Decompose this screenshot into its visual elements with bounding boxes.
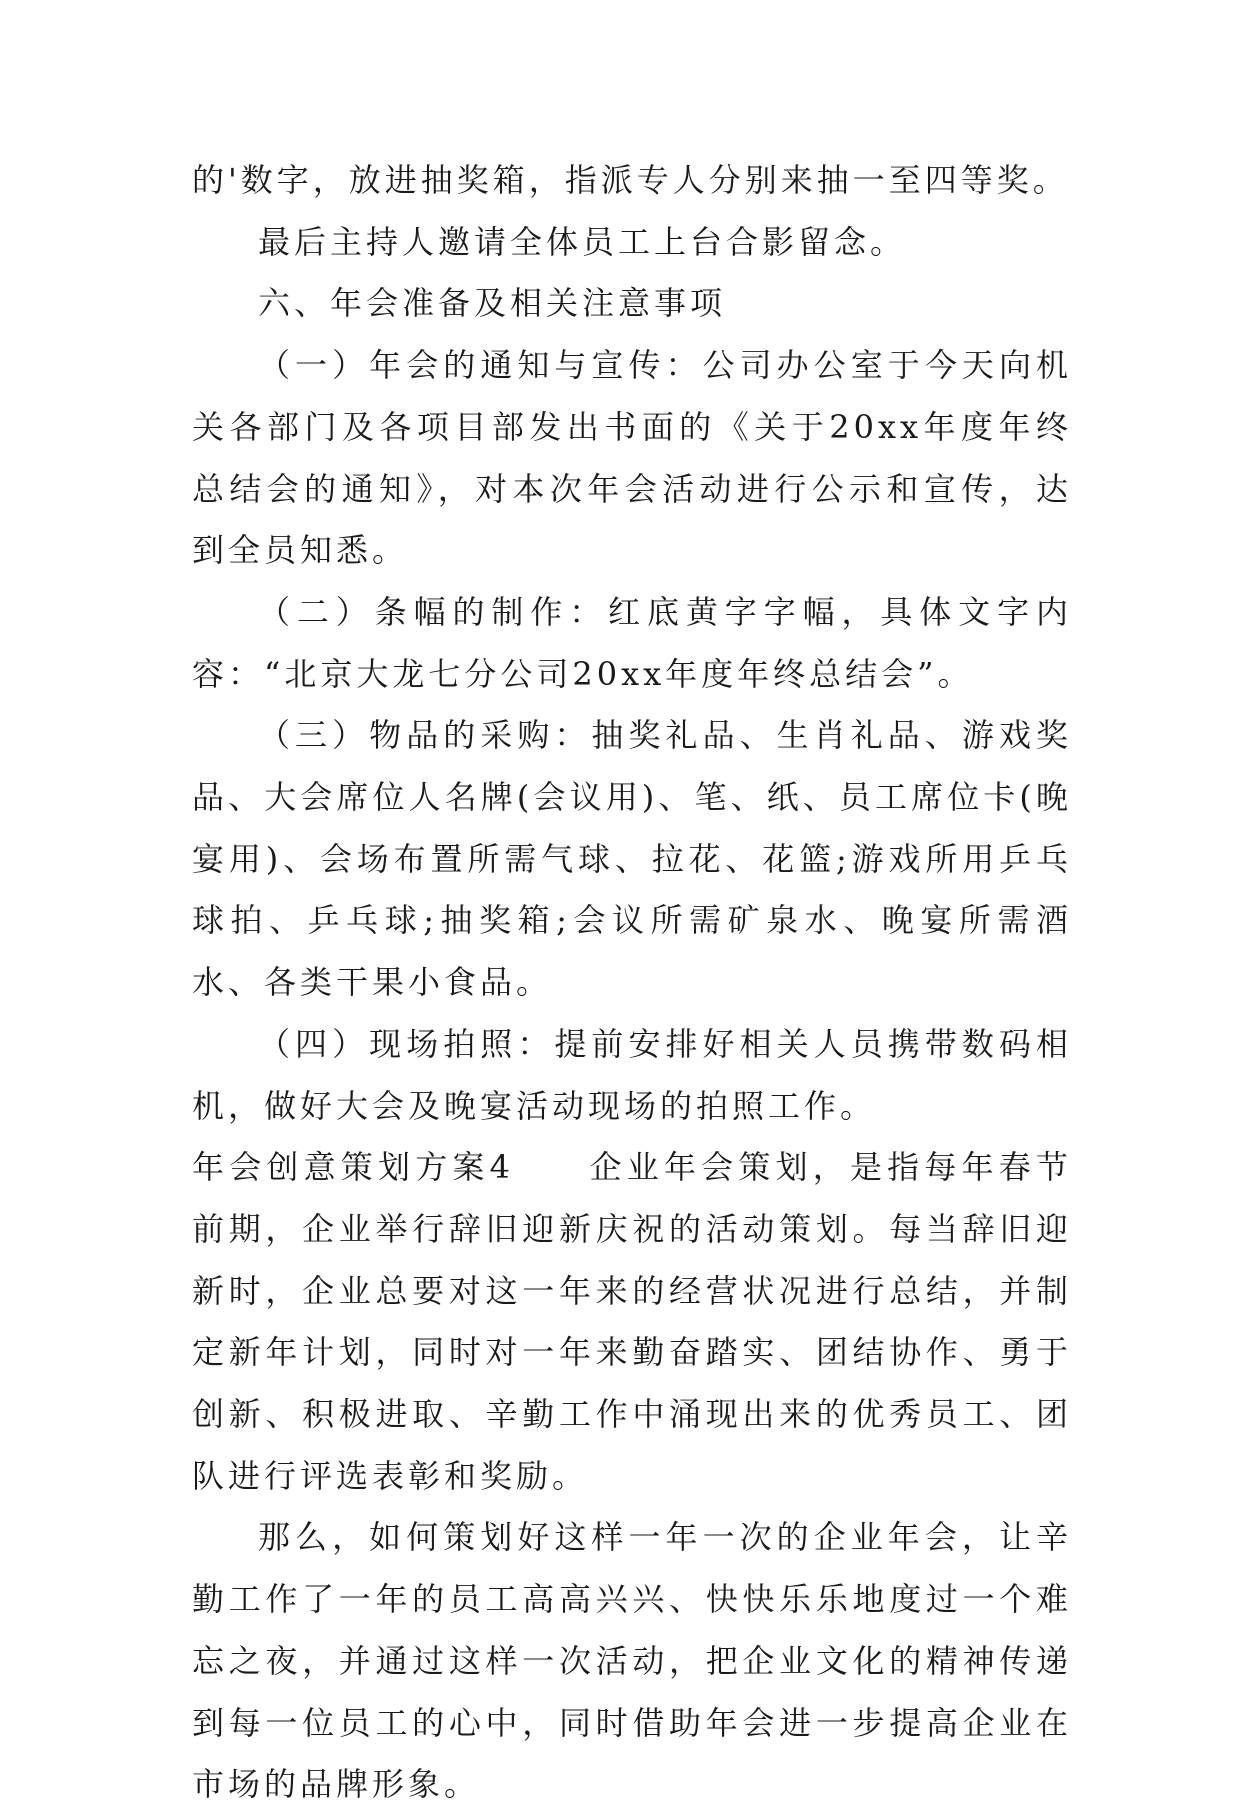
document-body <box>192 150 1072 1816</box>
paragraph-group-photo: 最后主持人邀请全体员工上台合影留念。 <box>258 222 907 261</box>
paragraph-banner: （二）条幅的制作：红底黄字字幅，具体文字内容：“北京大龙七分公司20xx年度年终总结会”。 <box>192 592 1072 693</box>
paragraph-purchasing: （三）物品的采购：抽奖礼品、生肖礼品、游戏奖品、大会席位人名牌(会议用)、笔、纸、员工席位卡(晚宴用)、会场布置所需气球、拉花、花篮;游戏所用乒乓球拍、乒乓球;抽奖箱;会议所需矿泉水、晚宴所需酒水、各类干果小食品。 <box>192 716 1072 1002</box>
section-heading-preparation: 六、年会准备及相关注意事项 <box>258 284 727 323</box>
paragraph-plan-4-intro: 年会创意策划方案4 企业年会策划，是指每年春节前期，企业举行辞旧迎新庆祝的活动策划。每当辞旧迎新时，企业总要对这一年来的经营状况进行总结，并制定新年计划，同时对一年来勤奋踏实、团结协作、勇于创新、积极进取、辛勤工作中涌现出来的优秀员工、团队进行评选表彰和奖励。 <box>192 1148 1072 1495</box>
paragraph-how-to-plan: 那么，如何策划好这样一年一次的企业年会，让辛勤工作了一年的员工高高兴兴、快快乐乐地度过一个难忘之夜，并通过这样一次活动，把企业文化的精神传递到每一位员工的心中，同时借助年会进一步提高企业在市场的品牌形象。 <box>192 1518 1072 1804</box>
paragraph-photography: （四）现场拍照：提前安排好相关人员携带数码相机，做好大会及晚宴活动现场的拍照工作。 <box>192 1024 1072 1125</box>
paragraph-lottery-end: 的'数字，放进抽奖箱，指派专人分别来抽一至四等奖。 <box>192 161 1069 199</box>
paragraph-notice-publicity: （一）年会的通知与宣传：公司办公室于今天向机关各部门及各项目部发出书面的《关于20xx年度年终总结会的通知》，对本次年会活动进行公示和宣传，达到全员知悉。 <box>192 346 1072 570</box>
